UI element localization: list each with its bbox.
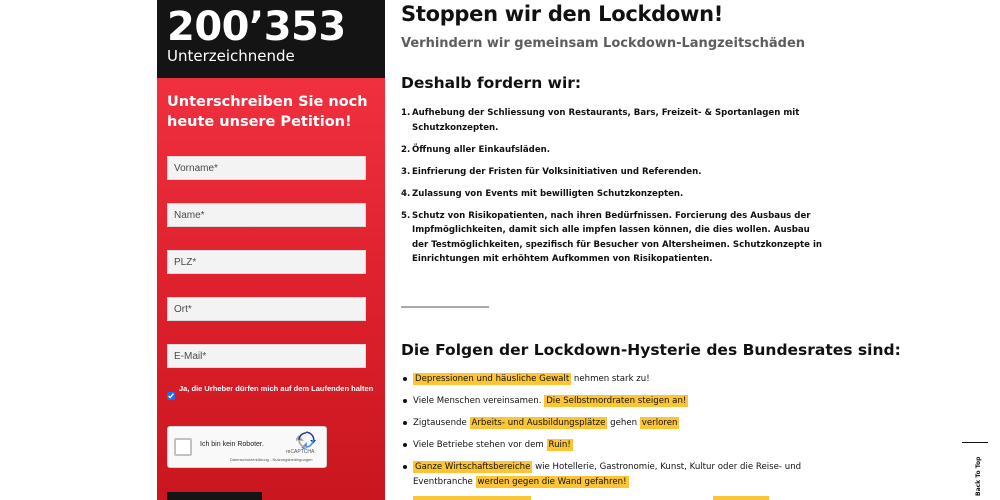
demands-heading: Deshalb fordern wir: — [401, 74, 582, 92]
ort-input[interactable] — [167, 297, 366, 321]
back-to-top-line — [962, 442, 988, 443]
section-divider — [401, 306, 489, 308]
effect-item — [401, 460, 826, 490]
demand-text: Öffnung aller Einkaufsläden. — [412, 144, 551, 155]
demand-number: 4. — [401, 188, 411, 199]
demand-text: Zulassung von Events mit bewilligten Schutzkonzepten. — [412, 188, 684, 199]
submit-button[interactable] — [167, 492, 262, 500]
effect-text: gehen — [607, 418, 640, 428]
highlighted-text: Arbeits- und Ausbildungsplätze — [471, 418, 606, 428]
consent-checkbox[interactable] — [167, 392, 175, 400]
effects-heading: Die Folgen der Lockdown-Hysterie des Bundesrates sind: — [401, 341, 901, 359]
petition-cta-heading: Unterschreiben Sie noch heute unsere Petition! — [167, 94, 368, 130]
plz-input[interactable] — [167, 250, 366, 274]
demand-number: 1. — [401, 108, 411, 118]
demand-number: 2. — [401, 144, 411, 155]
highlighted-text: Ganze Wirtschaftsbereiche — [415, 462, 531, 472]
highlighted-text: Ruin! — [548, 440, 571, 450]
demand-number: 3. — [401, 166, 411, 177]
effect-text: nehmen stark zu! — [571, 374, 650, 384]
effect-text: Viele Menschen vereinsamen. — [413, 396, 545, 406]
petition-form — [157, 78, 385, 500]
email-input[interactable] — [167, 344, 366, 368]
demand-text: Schutz von Risikopatienten, nach ihren Bedürfnissen. Forcierung des Ausbaus der Impfmöglichkeiten, damit sich alle impfen lassen können, die dies wollen. Ausbau der Testmöglichkeiten, spezifisch für Besucher von Altersheimen. Schutzkonzepte in Einrichtungen mit erhöhtem Aufkommen von Risikopatienten. — [412, 210, 823, 264]
effect-item — [401, 372, 826, 387]
recaptcha-logo-icon — [296, 431, 316, 449]
back-to-top[interactable] — [962, 442, 988, 500]
effect-item — [401, 438, 826, 453]
effects-list — [401, 372, 826, 497]
recaptcha-brand: reCAPTCHA — [286, 449, 315, 455]
name-input[interactable] — [167, 203, 366, 227]
highlighted-text: Die Selbstmordraten steigen an! — [546, 396, 687, 406]
demand-text: Einfrierung der Fristen für Volksinitiativen und Referenden. — [412, 166, 702, 177]
signature-counter — [157, 0, 385, 78]
recaptcha-label: Ich bin kein Roboter. — [200, 441, 264, 448]
demand-item — [401, 187, 826, 202]
recaptcha-links[interactable]: Datenschutzerklärung - Nutzungsbedingungen — [230, 457, 313, 462]
back-to-top-label[interactable]: Back To Top — [975, 456, 982, 496]
vorname-input[interactable] — [167, 156, 366, 180]
demand-number: 5. — [401, 210, 411, 221]
highlighted-text: Depressionen und häusliche Gewalt — [415, 374, 570, 384]
demand-item — [401, 143, 826, 158]
demand-item — [401, 165, 826, 180]
demand-item — [401, 106, 826, 135]
page-subtitle: Verhindern wir gemeinsam Lockdown-Langzeitschäden — [401, 36, 806, 51]
demand-item — [401, 209, 826, 267]
highlighted-text: verloren — [641, 418, 678, 428]
effect-text: wie Hotellerie, Gastronomie, Kunst, Kultur oder die Reise- und Eventbranche — [413, 462, 802, 487]
next-item-partial — [401, 496, 841, 500]
consent-label: Ja, die Urheber dürfen mich auf dem Laufenden halten — [179, 384, 374, 393]
consent-option[interactable] — [167, 383, 377, 400]
signature-count-label: Unterzeichnende — [167, 47, 295, 65]
highlighted-text: werden gegen die Wand gefahren! — [477, 477, 627, 487]
effect-text: Zigtausende — [413, 418, 470, 428]
demand-text: Aufhebung der Schliessung von Restaurants, Bars, Freizeit- & Sportanlagen mit Schutzkonzepten. — [412, 108, 800, 133]
page-title: Stoppen wir den Lockdown! — [401, 2, 724, 26]
effect-item — [401, 394, 826, 409]
effect-item — [401, 416, 826, 431]
petition-panel — [157, 0, 385, 500]
recaptcha-checkbox[interactable] — [174, 438, 192, 456]
recaptcha-widget — [167, 426, 327, 468]
signature-count: 200’353 — [167, 4, 346, 50]
effect-text: Viele Betriebe stehen vor dem — [413, 440, 547, 450]
demands-list — [401, 106, 826, 274]
